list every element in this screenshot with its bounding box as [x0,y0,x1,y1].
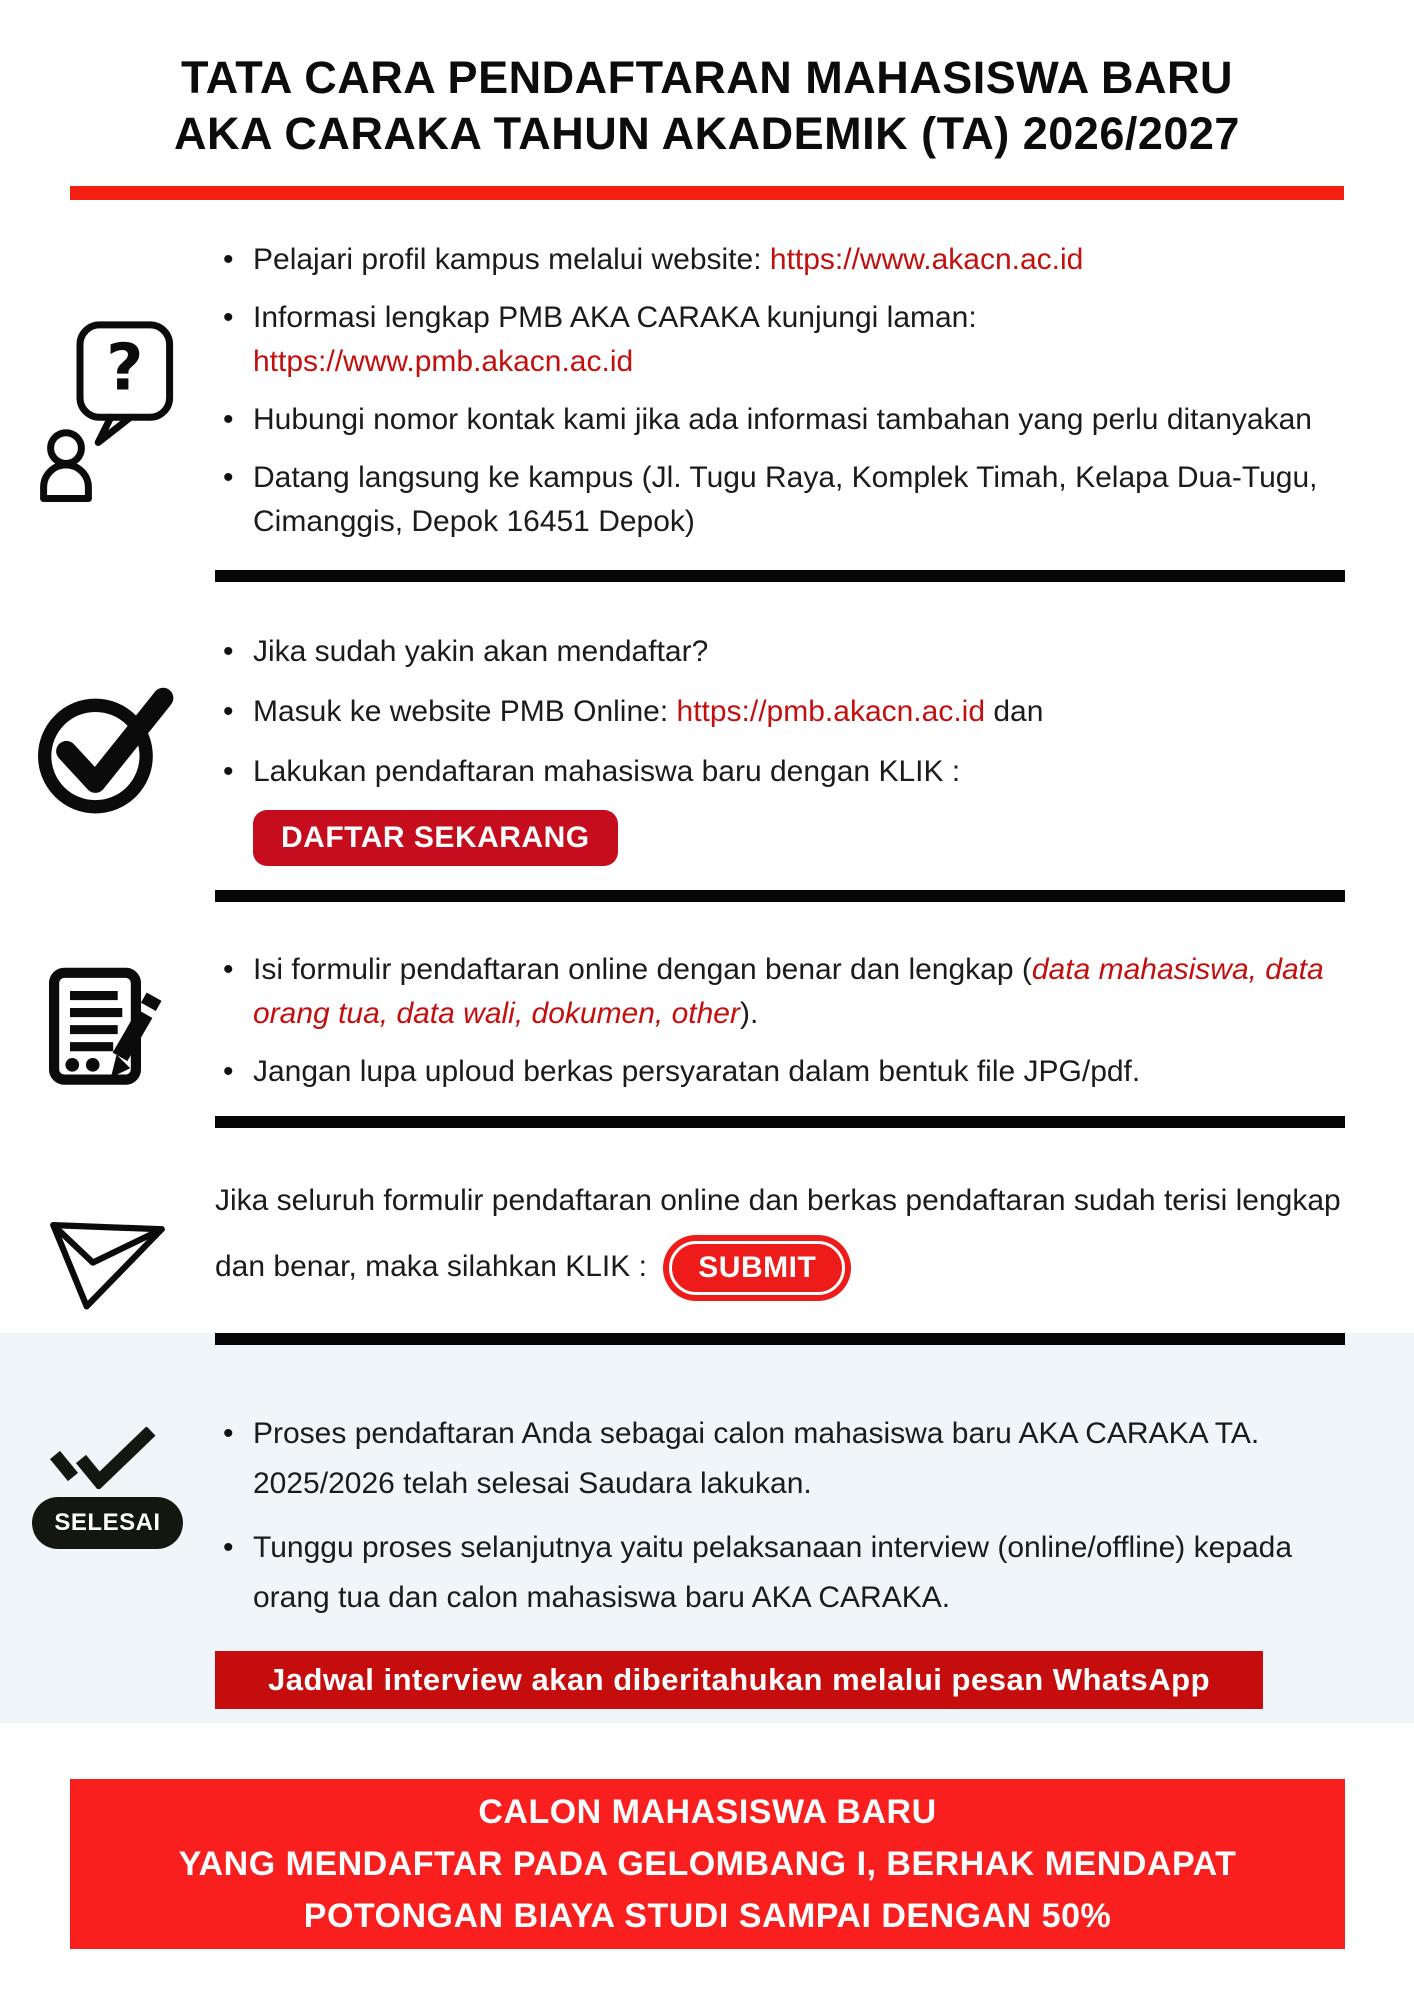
bullet-text: Pelajari profil kampus melalui website: [253,243,770,276]
pmb-online-link[interactable]: https://pmb.akacn.ac.id [676,695,986,728]
bullet-text: dan [985,695,1044,728]
list-item [215,690,1344,734]
step-info-section [0,238,1414,544]
section-divider [215,890,1345,902]
double-check-icon [47,1427,167,1489]
daftar-sekarang-button[interactable]: DAFTAR SEKARANG [253,810,618,866]
list-item [215,238,1344,282]
bullet-text: Jika sudah yakin akan mendaftar? [253,635,709,668]
list-item [215,1409,1344,1509]
bullet-text: Hubungi nomor kontak kami jika ada informasi tambahan yang perlu ditanyakan [253,403,1312,436]
step-fill-form-section [0,948,1414,1094]
section-divider [215,1333,1345,1345]
bullet-text: Datang langsung ke kampus (Jl. Tugu Raya, Komplek Timah, Kelapa Dua-Tugu, Cimanggis, Depok 16451 Depok) [253,461,1318,538]
step-submit-section [0,1168,1414,1313]
section-divider [215,570,1345,582]
promo-line-3: POTONGAN BIAYA STUDI SAMPAI DENGAN 50% [303,1897,1112,1935]
title-underline-rule [70,186,1344,200]
list-item [215,630,1344,674]
campus-website-link[interactable]: https://www.akacn.ac.id [769,243,1084,276]
bullet-text: Tunggu proses selanjutnya yaitu pelaksanaan interview (online/offline) kepada orang tua dan calon mahasiswa baru AKA CARAKA. [253,1531,1292,1614]
person-question-icon [38,316,178,506]
bullet-text: Masuk ke website PMB Online: [253,695,677,728]
submit-button[interactable]: SUBMIT [669,1241,845,1295]
page-title-line-2: AKA CARAKA TAHUN AKADEMIK (TA) 2026/2027 [174,108,1240,159]
form-pencil-icon [45,966,170,1091]
list-item [215,296,1344,384]
bullet-text: ). [739,997,759,1030]
svg-text:?: ? [105,330,143,406]
form-tabs-list: data mahasiswa, data orang tua, data wali, dokumen, other [253,953,1324,1030]
list-item [215,398,1344,442]
promo-line-2: YANG MENDAFTAR PADA GELOMBANG I, BERHAK MENDAPAT [178,1845,1237,1883]
page-header [0,0,1414,200]
check-circle-icon [35,670,180,830]
list-item [215,948,1344,1036]
interview-schedule-banner [215,1651,1263,1709]
step-finish-section [0,1409,1414,1623]
bullet-text: Lakukan pendaftaran mahasiswa baru dengan KLIK : [253,755,961,788]
section-divider [215,1116,1345,1128]
page-title-line-1: TATA CARA PENDAFTARAN MAHASISWA BARU [180,52,1234,103]
interview-banner-text: Jadwal interview akan diberitahukan melalui pesan WhatsApp [267,1662,1211,1697]
pmb-info-link[interactable]: https://www.pmb.akacn.ac.id [253,345,634,378]
paper-plane-icon [45,1208,170,1313]
finish-section-band [0,1333,1414,1723]
list-item [215,1523,1344,1623]
discount-promo-banner [70,1779,1345,1949]
step-register-section [0,630,1414,866]
promo-line-1: CALON MAHASISWA BARU [478,1793,937,1831]
submit-instruction-text: Jika seluruh formulir pendaftaran online dan berkas pendaftaran sudah terisi lengkap dan benar, maka silahkan KLIK : [215,1184,1341,1283]
list-item [215,750,1344,794]
bullet-text: Isi formulir pendaftaran online dengan benar dan lengkap ( [253,953,1032,986]
bullet-text: Proses pendaftaran Anda sebagai calon mahasiswa baru AKA CARAKA TA. 2025/2026 telah selesai Saudara lakukan. [253,1417,1260,1500]
selesai-badge: SELESAI [32,1497,182,1549]
bullet-text: Informasi lengkap PMB AKA CARAKA kunjungi laman: [253,301,977,334]
list-item [215,1050,1344,1094]
list-item [215,456,1344,544]
bullet-text: Jangan lupa uploud berkas persyaratan dalam bentuk file JPG/pdf. [253,1055,1141,1088]
